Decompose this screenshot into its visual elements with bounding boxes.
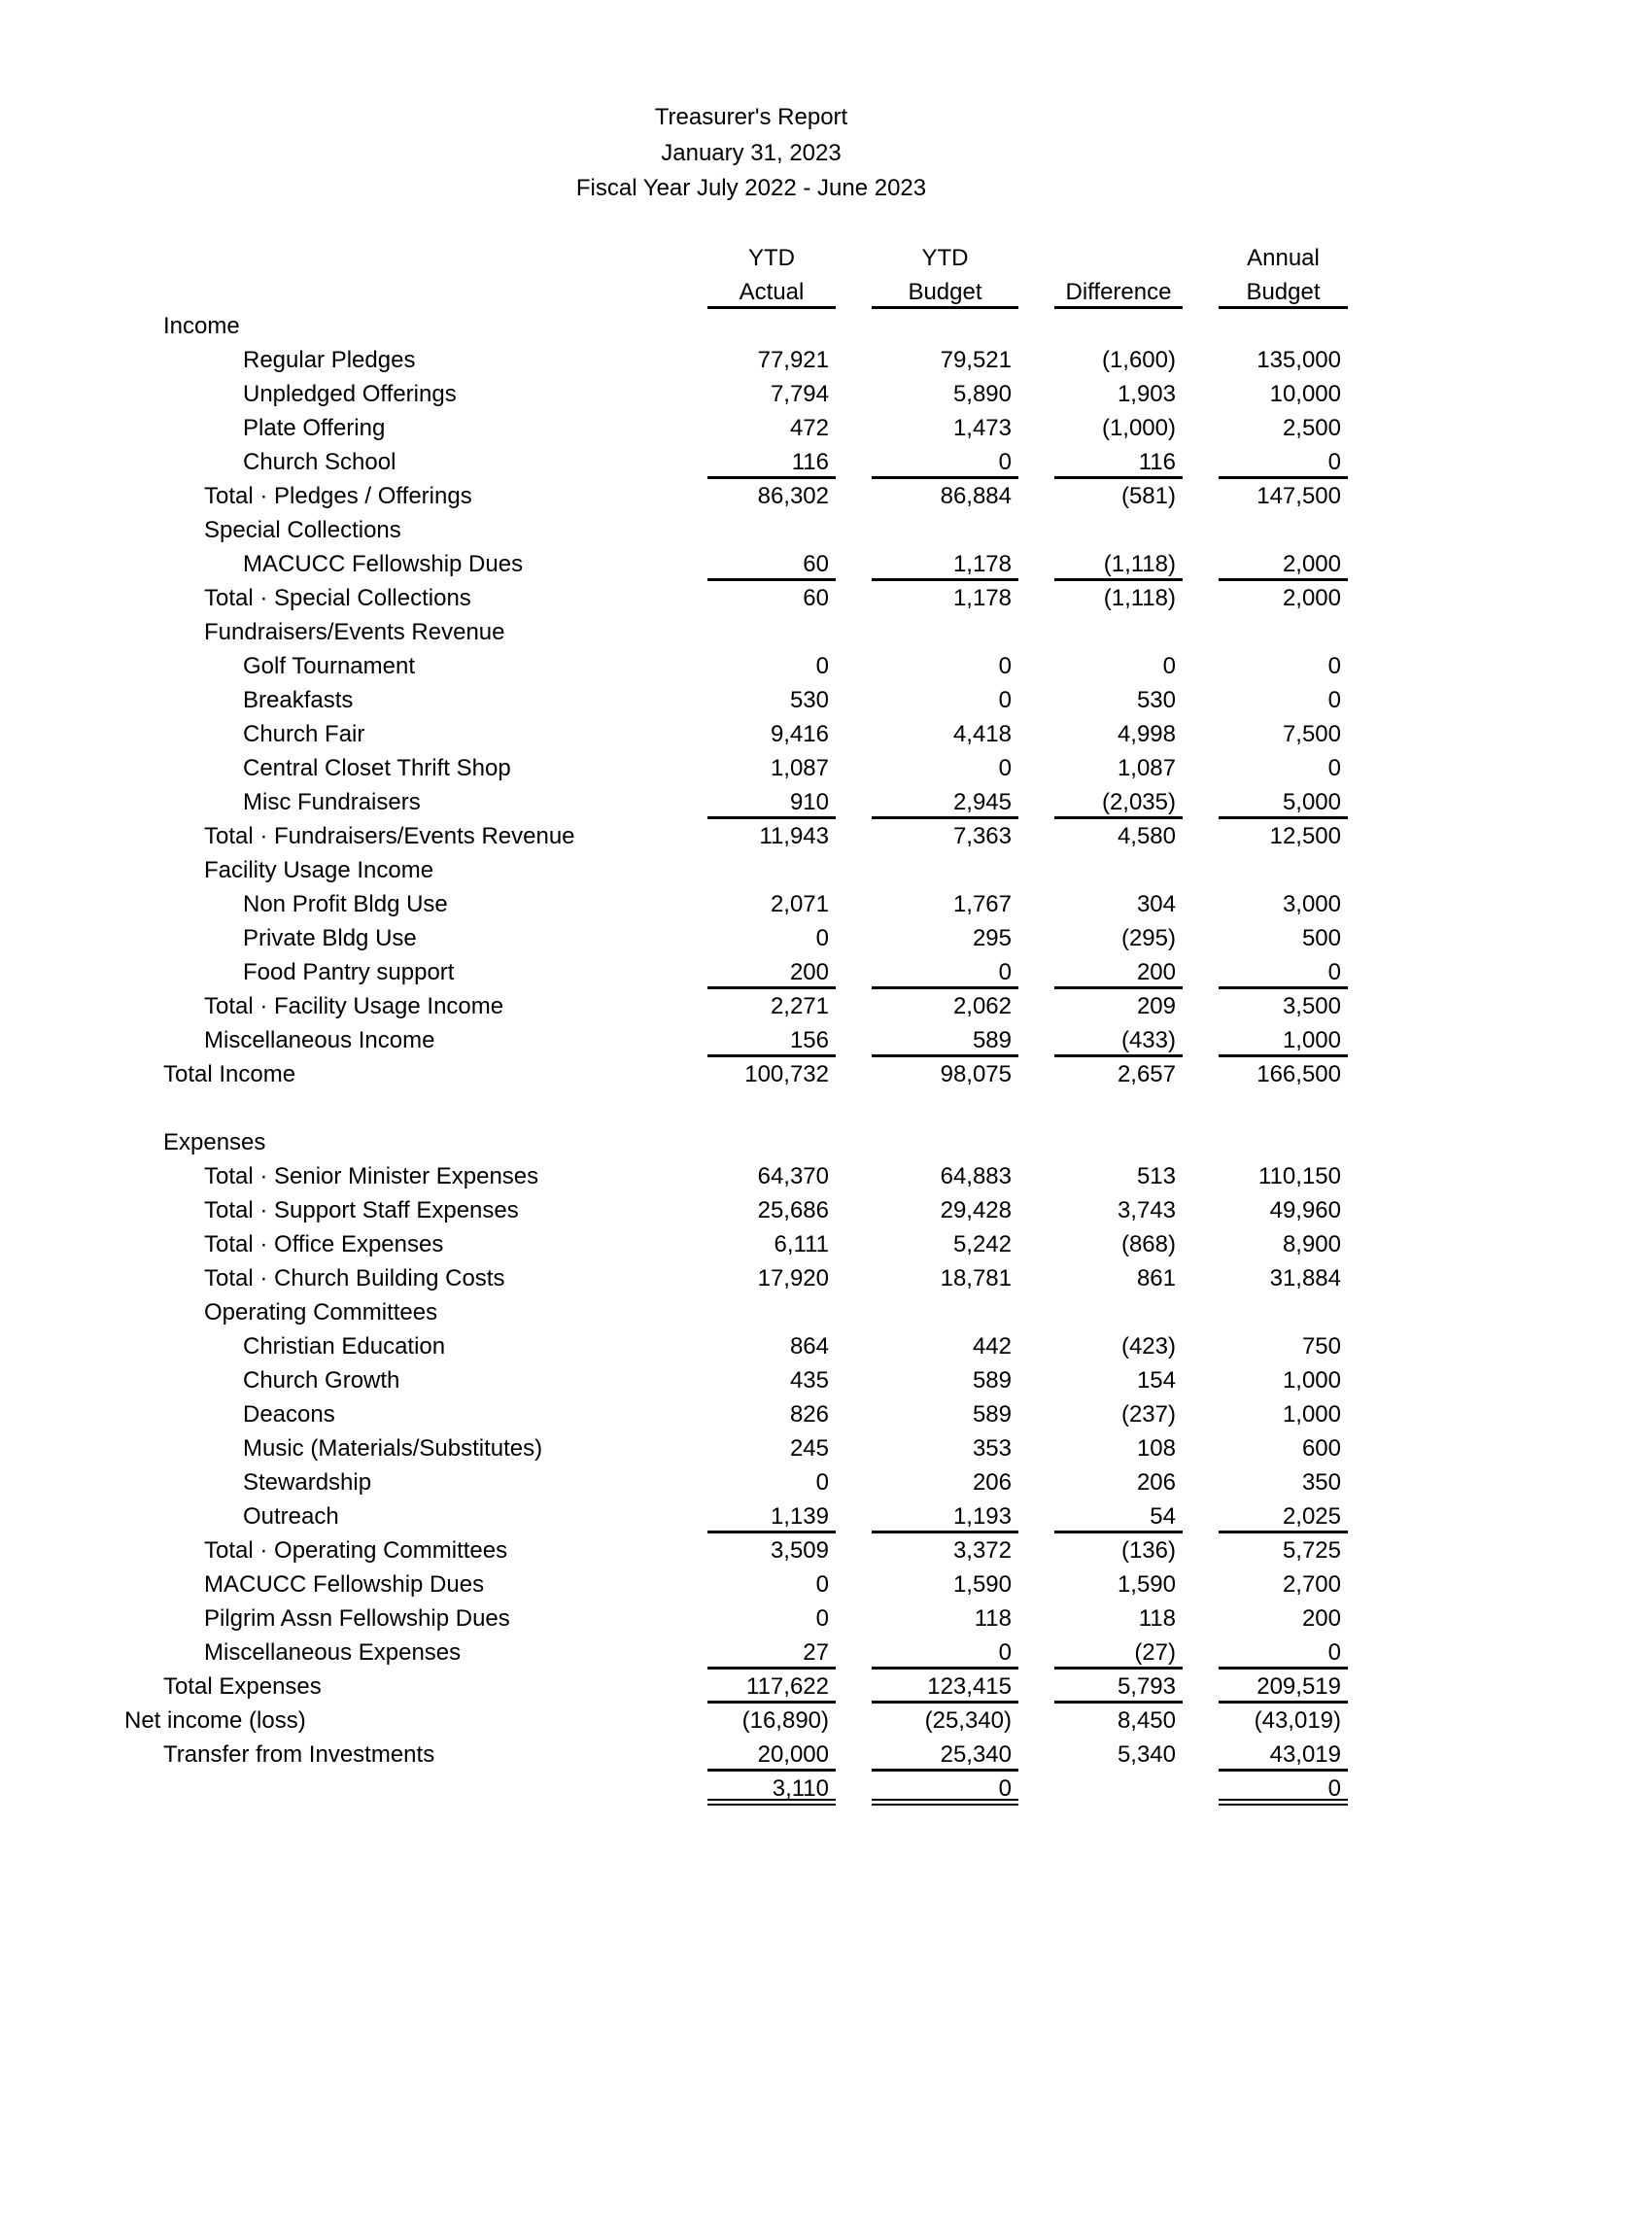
amount-cell: 206 bbox=[972, 1468, 1012, 1496]
amount-cell: (1,118) bbox=[1054, 547, 1183, 581]
row-label: Plate Offering bbox=[243, 414, 386, 441]
amount-cell bbox=[1054, 853, 1183, 887]
row-label: Miscellaneous Income bbox=[204, 1026, 435, 1053]
amount-cell: 60 bbox=[803, 584, 829, 611]
row-label: Special Collections bbox=[204, 516, 401, 543]
table-body bbox=[124, 309, 1348, 1806]
row-label: Operating Committees bbox=[204, 1298, 438, 1326]
amount-cell: 3,000 bbox=[1282, 890, 1341, 917]
table-row bbox=[124, 819, 1348, 853]
row-label: Breakfasts bbox=[243, 686, 354, 713]
amount-cell: 7,500 bbox=[1282, 720, 1341, 747]
amount-cell: 750 bbox=[1301, 1332, 1341, 1360]
amount-cell bbox=[707, 615, 836, 649]
row-label: Pilgrim Assn Fellowship Dues bbox=[204, 1604, 510, 1632]
header-spacer bbox=[124, 275, 671, 309]
amount-cell: 1,193 bbox=[872, 1499, 1018, 1533]
amount-cell: 0 bbox=[815, 1570, 829, 1598]
table-row bbox=[124, 1125, 1348, 1159]
amount-cell: 0 bbox=[815, 1468, 829, 1496]
amount-cell bbox=[707, 309, 836, 343]
table-row bbox=[124, 717, 1348, 751]
column-header-difference-top bbox=[1054, 241, 1183, 275]
amount-cell: 530 bbox=[789, 686, 829, 713]
amount-cell bbox=[1219, 1091, 1348, 1125]
amount-cell: 118 bbox=[974, 1604, 1012, 1632]
amount-cell: 49,960 bbox=[1269, 1196, 1341, 1223]
amount-cell: 0 bbox=[998, 652, 1012, 679]
amount-cell bbox=[872, 513, 1018, 547]
column-header-annual-budget: Budget bbox=[1219, 275, 1348, 309]
amount-cell: 3,509 bbox=[770, 1536, 829, 1564]
amount-cell: 5,242 bbox=[952, 1230, 1012, 1257]
amount-cell: 25,686 bbox=[757, 1196, 829, 1223]
amount-cell: 5,000 bbox=[1219, 785, 1348, 819]
amount-cell: 0 bbox=[1219, 1635, 1348, 1670]
table-row bbox=[124, 1023, 1348, 1057]
amount-cell: 200 bbox=[707, 955, 836, 989]
table-row bbox=[124, 1397, 1348, 1431]
amount-cell: 0 bbox=[1327, 652, 1341, 679]
amount-cell: 472 bbox=[789, 414, 829, 441]
amount-cell: 2,500 bbox=[1282, 414, 1341, 441]
amount-cell: 4,418 bbox=[952, 720, 1012, 747]
row-label: Christian Education bbox=[243, 1332, 446, 1360]
amount-cell: 304 bbox=[1136, 890, 1176, 917]
amount-cell: 1,473 bbox=[952, 414, 1012, 441]
amount-cell: 0 bbox=[872, 1635, 1018, 1670]
amount-cell: 5,340 bbox=[1117, 1740, 1176, 1768]
amount-cell: 209 bbox=[1136, 992, 1176, 1019]
row-label: Total · Operating Committees bbox=[204, 1536, 508, 1564]
amount-cell: 27 bbox=[707, 1635, 836, 1670]
row-label: Expenses bbox=[163, 1128, 266, 1155]
amount-cell bbox=[1219, 513, 1348, 547]
amount-cell bbox=[872, 1295, 1018, 1329]
table-row bbox=[124, 955, 1348, 989]
row-label: Facility Usage Income bbox=[204, 856, 434, 883]
column-header-difference: Difference bbox=[1054, 275, 1183, 309]
column-header-row-top bbox=[124, 241, 1348, 275]
amount-cell: 2,000 bbox=[1219, 547, 1348, 581]
amount-cell: 5,725 bbox=[1282, 1536, 1341, 1564]
amount-cell bbox=[1219, 615, 1348, 649]
amount-cell: 209,519 bbox=[1219, 1670, 1348, 1704]
column-header-row-bottom bbox=[124, 275, 1348, 309]
amount-cell: 17,920 bbox=[757, 1264, 829, 1291]
amount-cell: 166,500 bbox=[1256, 1060, 1341, 1087]
amount-cell: 0 bbox=[872, 1772, 1018, 1806]
amount-cell: 1,000 bbox=[1282, 1366, 1341, 1394]
amount-cell: 589 bbox=[872, 1023, 1018, 1057]
row-label: Outreach bbox=[243, 1502, 339, 1530]
table-row bbox=[124, 683, 1348, 717]
amount-cell: 350 bbox=[1301, 1468, 1341, 1496]
table-row bbox=[124, 377, 1348, 411]
table-row bbox=[124, 1261, 1348, 1295]
amount-cell: 1,178 bbox=[952, 584, 1012, 611]
table-row bbox=[124, 411, 1348, 445]
table-row bbox=[124, 1670, 1348, 1704]
amount-cell: 154 bbox=[1136, 1366, 1176, 1394]
amount-cell: 4,998 bbox=[1117, 720, 1176, 747]
row-label: Total · Senior Minister Expenses bbox=[204, 1162, 539, 1189]
amount-cell: (16,890) bbox=[741, 1706, 829, 1734]
table-row bbox=[124, 445, 1348, 479]
row-label: Miscellaneous Expenses bbox=[204, 1638, 462, 1666]
amount-cell: 2,000 bbox=[1282, 584, 1341, 611]
table-row bbox=[124, 1772, 1348, 1806]
amount-cell: 64,883 bbox=[940, 1162, 1012, 1189]
amount-cell: 8,900 bbox=[1282, 1230, 1341, 1257]
amount-cell bbox=[1054, 309, 1183, 343]
amount-cell: 98,075 bbox=[940, 1060, 1012, 1087]
table-row bbox=[124, 1499, 1348, 1533]
amount-cell: 7,794 bbox=[770, 380, 829, 407]
row-label: Church Fair bbox=[243, 720, 365, 747]
row-label: Non Profit Bldg Use bbox=[243, 890, 448, 917]
amount-cell: 1,590 bbox=[952, 1570, 1012, 1598]
table-row bbox=[124, 751, 1348, 785]
row-label: Total · Facility Usage Income bbox=[204, 992, 504, 1019]
table-row bbox=[124, 1363, 1348, 1397]
table-row bbox=[124, 989, 1348, 1023]
table-row bbox=[124, 1091, 1348, 1125]
amount-cell: 2,657 bbox=[1117, 1060, 1176, 1087]
amount-cell: 435 bbox=[789, 1366, 829, 1394]
row-label: Stewardship bbox=[243, 1468, 372, 1496]
amount-cell: 10,000 bbox=[1269, 380, 1341, 407]
table-row bbox=[124, 1738, 1348, 1772]
amount-cell: 6,111 bbox=[774, 1230, 829, 1257]
amount-cell: 12,500 bbox=[1269, 822, 1341, 849]
amount-cell: 1,139 bbox=[707, 1499, 836, 1533]
amount-cell: 5,793 bbox=[1054, 1670, 1183, 1704]
table-row bbox=[124, 547, 1348, 581]
amount-cell: (581) bbox=[1120, 482, 1176, 509]
table-row bbox=[124, 785, 1348, 819]
row-label: Total · Office Expenses bbox=[204, 1230, 444, 1257]
table-row bbox=[124, 649, 1348, 683]
report-header bbox=[0, 100, 1502, 207]
column-header-ytd-actual-top: YTD bbox=[748, 244, 795, 271]
amount-cell: (423) bbox=[1120, 1332, 1176, 1360]
amount-cell: (868) bbox=[1120, 1230, 1176, 1257]
amount-cell bbox=[1054, 513, 1183, 547]
amount-cell: 295 bbox=[972, 924, 1012, 951]
amount-cell: 600 bbox=[1301, 1434, 1341, 1462]
row-label: Church School bbox=[243, 448, 396, 475]
amount-cell: 135,000 bbox=[1256, 346, 1341, 373]
amount-cell: 200 bbox=[1301, 1604, 1341, 1632]
amount-cell: (43,019) bbox=[1254, 1706, 1341, 1734]
amount-cell: 0 bbox=[815, 1604, 829, 1632]
amount-cell bbox=[1219, 853, 1348, 887]
row-label bbox=[124, 1091, 671, 1125]
amount-cell: (295) bbox=[1120, 924, 1176, 951]
amount-cell: (237) bbox=[1120, 1400, 1176, 1428]
amount-cell bbox=[872, 853, 1018, 887]
row-label: Regular Pledges bbox=[243, 346, 416, 373]
row-label: Total Expenses bbox=[163, 1672, 322, 1700]
report-date: January 31, 2023 bbox=[661, 139, 842, 166]
table-row bbox=[124, 1465, 1348, 1499]
amount-cell: 0 bbox=[1219, 1772, 1348, 1806]
row-label: Fundraisers/Events Revenue bbox=[204, 618, 505, 645]
row-label: Misc Fundraisers bbox=[243, 788, 421, 815]
amount-cell: 2,025 bbox=[1219, 1499, 1348, 1533]
amount-cell: 500 bbox=[1301, 924, 1341, 951]
table-row bbox=[124, 309, 1348, 343]
amount-cell: 60 bbox=[707, 547, 836, 581]
amount-cell: 0 bbox=[815, 924, 829, 951]
amount-cell bbox=[872, 309, 1018, 343]
amount-cell: 1,590 bbox=[1117, 1570, 1176, 1598]
amount-cell: 86,884 bbox=[940, 482, 1012, 509]
amount-cell: 79,521 bbox=[940, 346, 1012, 373]
row-label: Transfer from Investments bbox=[163, 1740, 435, 1768]
amount-cell: (1,000) bbox=[1101, 414, 1176, 441]
amount-cell: 861 bbox=[1136, 1264, 1176, 1291]
amount-cell: 0 bbox=[1219, 445, 1348, 479]
table-row bbox=[124, 921, 1348, 955]
table-row bbox=[124, 1159, 1348, 1193]
amount-cell: 206 bbox=[1136, 1468, 1176, 1496]
table-row bbox=[124, 1295, 1348, 1329]
amount-cell bbox=[1219, 1125, 1348, 1159]
amount-cell: 0 bbox=[1219, 955, 1348, 989]
amount-cell: 31,884 bbox=[1269, 1264, 1341, 1291]
amount-cell: 0 bbox=[815, 652, 829, 679]
amount-cell: 3,743 bbox=[1117, 1196, 1176, 1223]
table-row bbox=[124, 1704, 1348, 1738]
table-row bbox=[124, 1635, 1348, 1670]
amount-cell: 123,415 bbox=[872, 1670, 1018, 1704]
amount-cell: 11,943 bbox=[759, 822, 829, 849]
amount-cell: 3,372 bbox=[952, 1536, 1012, 1564]
report-page bbox=[0, 100, 1652, 2238]
row-label bbox=[124, 1772, 671, 1806]
amount-cell: (433) bbox=[1054, 1023, 1183, 1057]
row-label: Total Income bbox=[163, 1060, 296, 1087]
amount-cell: 29,428 bbox=[940, 1196, 1012, 1223]
row-label: Food Pantry support bbox=[243, 958, 455, 985]
amount-cell bbox=[707, 513, 836, 547]
amount-cell: 108 bbox=[1136, 1434, 1176, 1462]
row-label: Central Closet Thrift Shop bbox=[243, 754, 511, 781]
amount-cell: 200 bbox=[1054, 955, 1183, 989]
amount-cell: 864 bbox=[789, 1332, 829, 1360]
row-label: Deacons bbox=[243, 1400, 335, 1428]
amount-cell bbox=[1054, 1091, 1183, 1125]
amount-cell: 1,087 bbox=[1117, 754, 1176, 781]
amount-cell: (1,118) bbox=[1103, 584, 1176, 611]
amount-cell bbox=[1219, 1295, 1348, 1329]
amount-cell: 910 bbox=[707, 785, 836, 819]
table-row bbox=[124, 1057, 1348, 1091]
row-label: Income bbox=[163, 312, 240, 339]
amount-cell: 18,781 bbox=[940, 1264, 1012, 1291]
amount-cell: 442 bbox=[972, 1332, 1012, 1360]
amount-cell bbox=[1054, 1125, 1183, 1159]
amount-cell: 0 bbox=[1327, 686, 1341, 713]
amount-cell: 1,000 bbox=[1282, 1400, 1341, 1428]
amount-cell: 64,370 bbox=[757, 1162, 829, 1189]
table-row bbox=[124, 887, 1348, 921]
amount-cell: 530 bbox=[1136, 686, 1176, 713]
amount-cell: (25,340) bbox=[924, 1706, 1012, 1734]
amount-cell: 0 bbox=[998, 754, 1012, 781]
amount-cell: (136) bbox=[1120, 1536, 1176, 1564]
amount-cell: 86,302 bbox=[757, 482, 829, 509]
table-row bbox=[124, 479, 1348, 513]
amount-cell: 1,767 bbox=[952, 890, 1012, 917]
amount-cell: 43,019 bbox=[1219, 1738, 1348, 1772]
column-header-ytd-budget: Budget bbox=[872, 275, 1018, 309]
amount-cell: (1,600) bbox=[1101, 346, 1176, 373]
table-row bbox=[124, 1431, 1348, 1465]
row-label: Total · Special Collections bbox=[204, 584, 471, 611]
amount-cell: 117,622 bbox=[707, 1670, 836, 1704]
row-label: MACUCC Fellowship Dues bbox=[204, 1570, 485, 1598]
amount-cell: 2,062 bbox=[952, 992, 1012, 1019]
table-row bbox=[124, 1227, 1348, 1261]
amount-cell: 589 bbox=[972, 1366, 1012, 1394]
amount-cell: 826 bbox=[789, 1400, 829, 1428]
amount-cell: 0 bbox=[872, 445, 1018, 479]
amount-cell bbox=[1054, 1295, 1183, 1329]
amount-cell bbox=[707, 853, 836, 887]
amount-cell: 4,580 bbox=[1117, 822, 1176, 849]
row-label: Unpledged Offerings bbox=[243, 380, 457, 407]
amount-cell: 0 bbox=[1162, 652, 1176, 679]
amount-cell bbox=[1219, 309, 1348, 343]
amount-cell: 2,071 bbox=[770, 890, 829, 917]
amount-cell: (2,035) bbox=[1054, 785, 1183, 819]
table-row bbox=[124, 1601, 1348, 1635]
row-label: Net income (loss) bbox=[124, 1706, 306, 1734]
table-row bbox=[124, 513, 1348, 547]
amount-cell: 245 bbox=[789, 1434, 829, 1462]
amount-cell: 118 bbox=[1138, 1604, 1176, 1632]
amount-cell: 2,700 bbox=[1282, 1570, 1341, 1598]
column-header-ytd-actual: Actual bbox=[707, 275, 836, 309]
amount-cell: 9,416 bbox=[770, 720, 829, 747]
column-header-ytd-budget-top: YTD bbox=[921, 244, 969, 271]
amount-cell: 0 bbox=[872, 955, 1018, 989]
table-row bbox=[124, 615, 1348, 649]
amount-cell bbox=[872, 1091, 1018, 1125]
row-label: MACUCC Fellowship Dues bbox=[243, 550, 524, 577]
amount-cell: 110,150 bbox=[1258, 1162, 1341, 1189]
row-label: Total · Support Staff Expenses bbox=[204, 1196, 519, 1223]
report-fiscal-year: Fiscal Year July 2022 - June 2023 bbox=[575, 175, 927, 201]
amount-cell bbox=[1054, 615, 1183, 649]
page-title: Treasurer's Report bbox=[654, 104, 848, 130]
amount-cell bbox=[872, 615, 1018, 649]
report-table bbox=[124, 241, 1348, 1806]
amount-cell: 116 bbox=[707, 445, 836, 479]
row-label: Total · Fundraisers/Events Revenue bbox=[204, 822, 575, 849]
amount-cell: 8,450 bbox=[1117, 1706, 1176, 1734]
amount-cell bbox=[872, 1125, 1018, 1159]
table-row bbox=[124, 581, 1348, 615]
row-label: Church Growth bbox=[243, 1366, 400, 1394]
amount-cell: 2,945 bbox=[872, 785, 1018, 819]
amount-cell: 589 bbox=[972, 1400, 1012, 1428]
amount-cell: 0 bbox=[1327, 754, 1341, 781]
row-label: Total · Pledges / Offerings bbox=[204, 482, 472, 509]
amount-cell: 147,500 bbox=[1256, 482, 1341, 509]
amount-cell bbox=[707, 1125, 836, 1159]
amount-cell bbox=[707, 1091, 836, 1125]
table-row bbox=[124, 343, 1348, 377]
amount-cell: 353 bbox=[972, 1434, 1012, 1462]
amount-cell: 3,110 bbox=[707, 1772, 836, 1806]
amount-cell: 1,087 bbox=[770, 754, 829, 781]
table-row bbox=[124, 1567, 1348, 1601]
amount-cell: 513 bbox=[1136, 1162, 1176, 1189]
amount-cell: 54 bbox=[1054, 1499, 1183, 1533]
amount-cell: (27) bbox=[1054, 1635, 1183, 1670]
row-label: Private Bldg Use bbox=[243, 924, 417, 951]
amount-cell: 1,178 bbox=[872, 547, 1018, 581]
amount-cell: 156 bbox=[707, 1023, 836, 1057]
row-label: Total · Church Building Costs bbox=[204, 1264, 505, 1291]
amount-cell: 77,921 bbox=[757, 346, 829, 373]
amount-cell: 3,500 bbox=[1282, 992, 1341, 1019]
amount-cell: 116 bbox=[1054, 445, 1183, 479]
table-row bbox=[124, 1329, 1348, 1363]
amount-cell: 1,903 bbox=[1117, 380, 1176, 407]
amount-cell: 0 bbox=[998, 686, 1012, 713]
header-spacer bbox=[124, 241, 671, 275]
amount-cell bbox=[1054, 1772, 1183, 1806]
amount-cell bbox=[707, 1295, 836, 1329]
amount-cell: 1,000 bbox=[1219, 1023, 1348, 1057]
row-label: Golf Tournament bbox=[243, 652, 415, 679]
amount-cell: 25,340 bbox=[872, 1738, 1018, 1772]
column-header-annual-budget-top: Annual bbox=[1247, 244, 1320, 271]
row-label: Music (Materials/Substitutes) bbox=[243, 1434, 543, 1462]
table-row bbox=[124, 853, 1348, 887]
table-row bbox=[124, 1193, 1348, 1227]
amount-cell: 7,363 bbox=[952, 822, 1012, 849]
table-row bbox=[124, 1533, 1348, 1567]
amount-cell: 100,732 bbox=[744, 1060, 829, 1087]
amount-cell: 5,890 bbox=[952, 380, 1012, 407]
amount-cell: 2,271 bbox=[770, 992, 829, 1019]
amount-cell: 20,000 bbox=[707, 1738, 836, 1772]
